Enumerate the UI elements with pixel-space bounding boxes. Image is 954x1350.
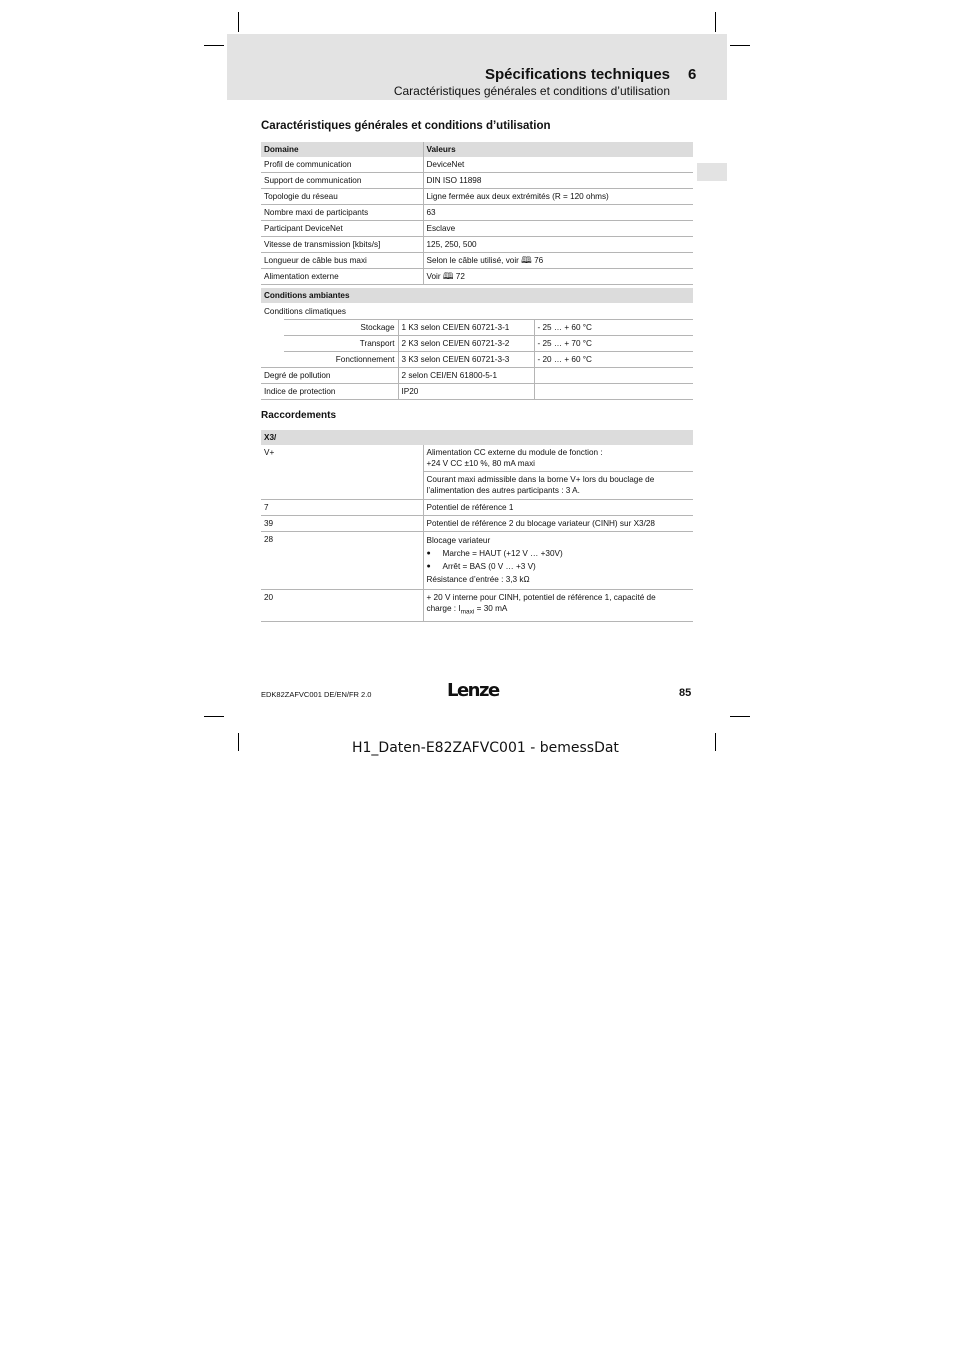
table-row [261,189,693,205]
description-line: + 20 V interne pour CINH, potentiel de référence 1, capacité de [426,593,656,602]
text-fragment: = 30 mA [474,604,508,613]
table-row [261,221,693,237]
list-item: ● Arrêt = BAS (0 V … +3 V) [427,560,691,573]
description-line: Blocage variateur [426,536,491,545]
table-row [261,368,693,384]
climatic-condition-name: Stockage [284,320,398,336]
chapter-number: 6 [688,66,697,83]
climatic-condition-name: Fonctionnement [284,352,398,368]
value-cell: 63 [423,205,693,221]
description-line: Alimentation CC externe du module de fonction : [426,448,603,457]
value-cell: Esclave [423,221,693,237]
general-specs-table [261,142,693,285]
value-cell: DIN ISO 11898 [423,173,693,189]
temperature-range: - 20 … + 60 °C [534,352,693,368]
table-row [261,253,693,269]
crop-mark [730,45,750,46]
table-header-row [261,142,693,157]
page-reference: 72 [455,272,465,281]
condition-name: Indice de protection [261,384,398,400]
crop-mark [238,733,239,751]
table-row [261,500,693,516]
bullet-list [427,547,691,573]
ambient-header: Conditions ambiantes [261,288,693,303]
domain-cell: Nombre maxi de participants [261,205,423,221]
condition-value: 2 selon CEI/EN 61800-5-1 [398,368,534,384]
connections-header-row [261,430,693,445]
value-text: Voir [426,272,441,281]
value-cell [423,269,693,285]
table-row [261,384,693,400]
page-reference: 76 [534,256,544,265]
table-row [261,157,693,173]
climatic-label-row [261,303,693,320]
connections-table [261,430,693,622]
empty-cell [534,384,693,400]
description-line: l’alimentation des autres participants : 3 A. [426,486,580,495]
indent-cell [261,320,284,336]
terminal-description: Potentiel de référence 1 [423,500,693,516]
climatic-label: Conditions climatiques [264,306,346,316]
condition-value: IP20 [398,384,534,400]
table-row [261,237,693,253]
document-id: EDK82ZAFVC001 DE/EN/FR 2.0 [261,690,372,699]
table-row [261,320,693,336]
book-icon: 🕮 [442,271,454,281]
climatic-class: 2 K3 selon CEI/EN 60721-3-2 [398,336,534,352]
terminal-description [423,532,693,590]
terminal-label: 28 [261,532,423,590]
domain-cell: Alimentation externe [261,269,423,285]
domain-cell: Participant DeviceNet [261,221,423,237]
terminal-label: 20 [261,590,423,622]
terminal-description [423,445,693,472]
description-line [427,603,691,618]
value-cell: DeviceNet [423,157,693,173]
crop-mark [204,716,224,717]
terminal-description [423,590,693,622]
terminal-label: 39 [261,516,423,532]
crop-mark [715,733,716,751]
chapter-side-tab [697,163,727,181]
value-cell [423,253,693,269]
value-text: Selon le câble utilisé, voir [426,256,519,265]
indent-cell [261,352,284,368]
domain-cell: Topologie du réseau [261,189,423,205]
table-row [261,532,693,590]
climatic-class: 1 K3 selon CEI/EN 60721-3-1 [398,320,534,336]
crop-mark [715,12,716,32]
table-row [261,352,693,368]
table-row [261,590,693,622]
terminal-label: V+ [261,445,423,500]
climatic-condition-name: Transport [284,336,398,352]
terminal-description: Potentiel de référence 2 du blocage variateur (CINH) sur X3/28 [423,516,693,532]
table-row [261,205,693,221]
domain-cell: Support de communication [261,173,423,189]
condition-name: Degré de pollution [261,368,398,384]
empty-cell [534,368,693,384]
subsection-title: Raccordements [261,410,337,421]
description-line: Résistance d’entrée : 3,3 kΩ [426,575,530,584]
book-icon: 🕮 [521,255,532,265]
domain-cell: Vitesse de transmission [kbits/s] [261,237,423,253]
domain-cell: Profil de communication [261,157,423,173]
crop-mark [730,716,750,717]
domain-cell: Longueur de câble bus maxi [261,253,423,269]
ambient-conditions-table [261,288,693,400]
subscript: maxi [460,608,475,616]
table-row [261,516,693,532]
table-row [261,445,693,472]
crop-mark [238,12,239,32]
terminal-description [423,472,693,500]
section-title: Caractéristiques générales et conditions d’utilisation [261,120,551,132]
connector-header: X3/ [261,430,693,445]
column-header-values: Valeurs [423,142,693,157]
value-cell: Ligne fermée aux deux extrémités (R = 120 ohms) [423,189,693,205]
list-item: ● Marche = HAUT (+12 V … +30V) [427,547,691,560]
terminal-label: 7 [261,500,423,516]
value-cell: 125, 250, 500 [423,237,693,253]
chapter-subtitle: Caractéristiques générales et conditions d’utilisation [393,84,670,98]
table-row [261,336,693,352]
text-fragment: charge : I [426,604,461,613]
crop-mark [204,45,224,46]
file-label: H1_Daten-E82ZAFVC001 - bemessDat [352,740,619,756]
temperature-range: - 25 … + 60 °C [534,320,693,336]
temperature-range: - 25 … + 70 °C [534,336,693,352]
ambient-header-row [261,288,693,303]
table-row [261,269,693,285]
climatic-class: 3 K3 selon CEI/EN 60721-3-3 [398,352,534,368]
column-header-domain: Domaine [261,142,423,157]
table-row [261,173,693,189]
description-line: Courant maxi admissible dans la borne V+ lors du bouclage de [426,475,655,484]
page-number: 85 [679,687,692,699]
description-line: +24 V CC ±10 %, 80 mA maxi [426,459,535,468]
chapter-title: Spécifications techniques [484,66,670,83]
indent-cell [261,336,284,352]
lenze-logo: Lenze [447,680,499,701]
